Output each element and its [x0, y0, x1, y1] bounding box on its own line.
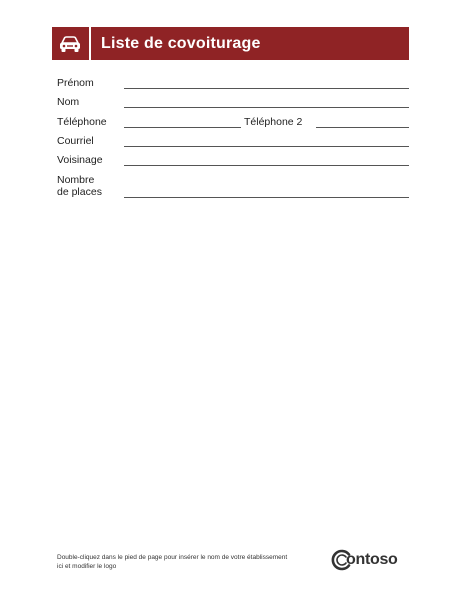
logo-text: ontoso [346, 551, 398, 568]
footer-instruction-line1: Double-cliquez dans le pied de page pour insérer le nom de votre établissement [57, 554, 288, 561]
phone2-label: Téléphone 2 [244, 116, 303, 128]
contoso-logo [330, 548, 398, 572]
email-label: Courriel [57, 135, 94, 147]
email-row [57, 135, 409, 149]
last-name-row [57, 96, 409, 110]
seats-label-line2: de places [57, 186, 102, 198]
neighborhood-label: Voisinage [57, 154, 103, 166]
email-field[interactable] [124, 146, 409, 147]
seats-label [57, 174, 102, 198]
neighborhood-field[interactable] [124, 165, 409, 166]
phone-row [57, 116, 409, 130]
header-banner [52, 27, 409, 60]
first-name-field[interactable] [124, 88, 409, 89]
neighborhood-row [57, 154, 409, 168]
footer-instruction-line2: ici et modifier le logo [57, 563, 117, 570]
page-title: Liste de covoiturage [101, 34, 261, 52]
seats-label-line1: Nombre [57, 174, 95, 186]
phone-field[interactable] [124, 127, 241, 128]
last-name-label: Nom [57, 96, 80, 108]
phone-label: Téléphone [57, 116, 107, 128]
seats-row [57, 174, 409, 200]
first-name-row [57, 77, 409, 91]
car-icon [55, 27, 85, 60]
footer-instructions[interactable] [57, 553, 307, 571]
phone2-field[interactable] [316, 127, 409, 128]
first-name-label: Prénom [57, 77, 94, 89]
header-divider [89, 27, 91, 60]
last-name-field[interactable] [124, 107, 409, 108]
seats-field[interactable] [124, 197, 409, 198]
